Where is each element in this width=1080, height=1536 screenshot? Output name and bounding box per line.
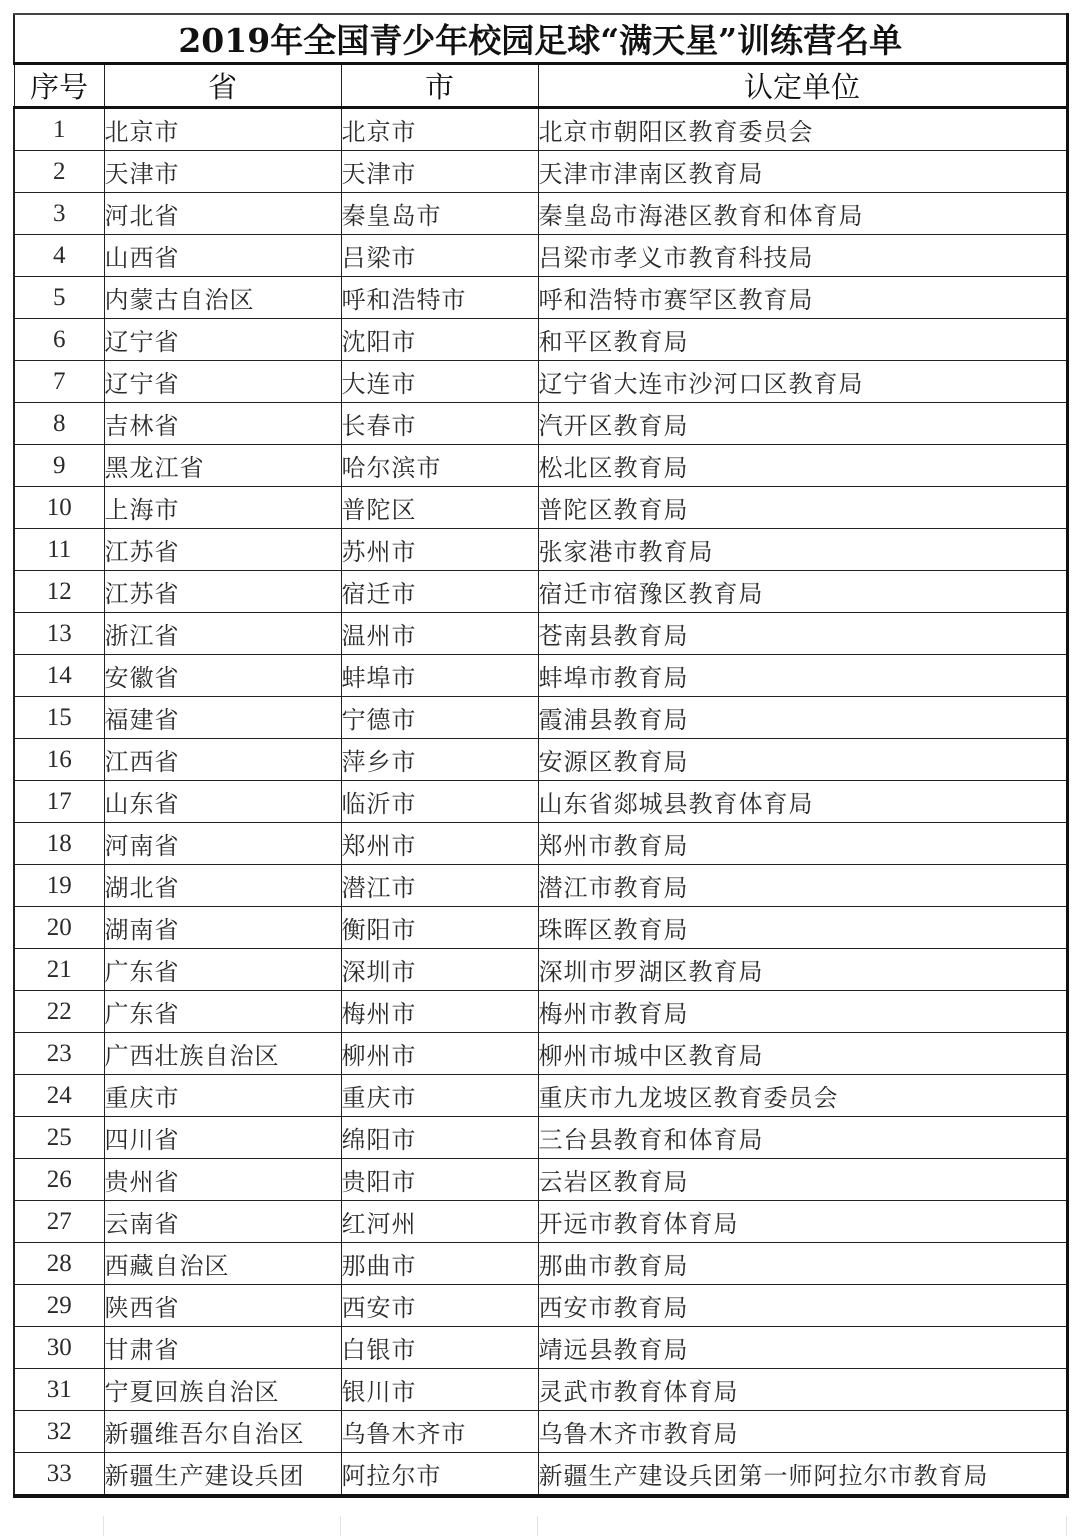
province-cell: 浙江省	[104, 613, 341, 655]
table-row	[14, 571, 1067, 613]
table-row	[14, 235, 1067, 277]
city-cell: 长春市	[341, 403, 538, 445]
unit-cell: 三台县教育和体育局	[538, 1117, 1067, 1159]
province-cell: 辽宁省	[104, 319, 341, 361]
row-index-cell: 18	[14, 823, 104, 865]
row-index-cell: 11	[14, 529, 104, 571]
unit-cell: 苍南县教育局	[538, 613, 1067, 655]
unit-cell: 郑州市教育局	[538, 823, 1067, 865]
row-index-cell: 31	[14, 1369, 104, 1411]
city-cell: 蚌埠市	[341, 655, 538, 697]
table-row	[14, 403, 1067, 445]
unit-cell: 呼和浩特市赛罕区教育局	[538, 277, 1067, 319]
unit-cell: 普陀区教育局	[538, 487, 1067, 529]
unit-cell: 西安市教育局	[538, 1285, 1067, 1327]
city-cell: 西安市	[341, 1285, 538, 1327]
row-index-cell: 13	[14, 613, 104, 655]
unit-cell: 汽开区教育局	[538, 403, 1067, 445]
city-cell: 临沂市	[341, 781, 538, 823]
province-cell: 湖南省	[104, 907, 341, 949]
row-index-cell: 22	[14, 991, 104, 1033]
province-cell: 安徽省	[104, 655, 341, 697]
unit-cell: 北京市朝阳区教育委员会	[538, 108, 1067, 151]
province-cell: 广东省	[104, 949, 341, 991]
row-index-cell: 15	[14, 697, 104, 739]
province-cell: 云南省	[104, 1201, 341, 1243]
unit-cell: 蚌埠市教育局	[538, 655, 1067, 697]
city-cell: 萍乡市	[341, 739, 538, 781]
province-cell: 上海市	[104, 487, 341, 529]
province-cell: 重庆市	[104, 1075, 341, 1117]
province-cell: 四川省	[104, 1117, 341, 1159]
unit-cell: 梅州市教育局	[538, 991, 1067, 1033]
province-cell: 福建省	[104, 697, 341, 739]
city-cell: 呼和浩特市	[341, 277, 538, 319]
row-index-cell: 33	[14, 1453, 104, 1497]
row-index-cell: 27	[14, 1201, 104, 1243]
province-cell: 内蒙古自治区	[104, 277, 341, 319]
province-cell: 河南省	[104, 823, 341, 865]
unit-cell: 张家港市教育局	[538, 529, 1067, 571]
province-cell: 河北省	[104, 193, 341, 235]
row-index-cell: 14	[14, 655, 104, 697]
province-cell: 辽宁省	[104, 361, 341, 403]
row-index-cell: 3	[14, 193, 104, 235]
row-index-cell: 26	[14, 1159, 104, 1201]
table-row	[14, 949, 1067, 991]
unit-cell: 安源区教育局	[538, 739, 1067, 781]
document-title: 2019年全国青少年校园足球“满天星”训练营名单	[14, 14, 1067, 64]
unit-cell: 重庆市九龙坡区教育委员会	[538, 1075, 1067, 1117]
row-index-cell: 17	[14, 781, 104, 823]
city-cell: 普陀区	[341, 487, 538, 529]
table-row	[14, 1411, 1067, 1453]
table-row	[14, 108, 1067, 151]
unit-cell: 潜江市教育局	[538, 865, 1067, 907]
roster-table	[13, 13, 1069, 1498]
column-header-city: 市	[341, 64, 538, 108]
table-row	[14, 1285, 1067, 1327]
city-cell: 天津市	[341, 151, 538, 193]
table-row	[14, 697, 1067, 739]
header-row	[14, 64, 1067, 108]
row-index-cell: 28	[14, 1243, 104, 1285]
city-cell: 深圳市	[341, 949, 538, 991]
unit-cell: 开远市教育体育局	[538, 1201, 1067, 1243]
city-cell: 红河州	[341, 1201, 538, 1243]
city-cell: 宿迁市	[341, 571, 538, 613]
table-row	[14, 1117, 1067, 1159]
table-row	[14, 865, 1067, 907]
province-cell: 山东省	[104, 781, 341, 823]
city-cell: 宁德市	[341, 697, 538, 739]
city-cell: 阿拉尔市	[341, 1453, 538, 1497]
city-cell: 那曲市	[341, 1243, 538, 1285]
row-index-cell: 4	[14, 235, 104, 277]
city-cell: 北京市	[341, 108, 538, 151]
table-row	[14, 1075, 1067, 1117]
table-row	[14, 361, 1067, 403]
table-row	[14, 823, 1067, 865]
province-cell: 新疆生产建设兵团	[104, 1453, 341, 1497]
unit-cell: 深圳市罗湖区教育局	[538, 949, 1067, 991]
city-cell: 郑州市	[341, 823, 538, 865]
city-cell: 乌鲁木齐市	[341, 1411, 538, 1453]
column-header-province: 省	[104, 64, 341, 108]
unit-cell: 天津市津南区教育局	[538, 151, 1067, 193]
unit-cell: 宿迁市宿豫区教育局	[538, 571, 1067, 613]
province-cell: 江苏省	[104, 571, 341, 613]
table-row	[14, 907, 1067, 949]
unit-cell: 云岩区教育局	[538, 1159, 1067, 1201]
title-row	[14, 14, 1067, 64]
row-index-cell: 19	[14, 865, 104, 907]
row-index-cell: 2	[14, 151, 104, 193]
province-cell: 江西省	[104, 739, 341, 781]
row-index-cell: 5	[14, 277, 104, 319]
table-row	[14, 1453, 1067, 1497]
table-row	[14, 739, 1067, 781]
table-row	[14, 655, 1067, 697]
city-cell: 潜江市	[341, 865, 538, 907]
roster-body	[14, 108, 1067, 1497]
row-index-cell: 6	[14, 319, 104, 361]
unit-cell: 柳州市城中区教育局	[538, 1033, 1067, 1075]
row-index-cell: 12	[14, 571, 104, 613]
table-row	[14, 1033, 1067, 1075]
row-index-cell: 24	[14, 1075, 104, 1117]
unit-cell: 霞浦县教育局	[538, 697, 1067, 739]
table-row	[14, 487, 1067, 529]
city-cell: 银川市	[341, 1369, 538, 1411]
unit-cell: 灵武市教育体育局	[538, 1369, 1067, 1411]
city-cell: 贵阳市	[341, 1159, 538, 1201]
unit-cell: 乌鲁木齐市教育局	[538, 1411, 1067, 1453]
province-cell: 天津市	[104, 151, 341, 193]
unit-cell: 辽宁省大连市沙河口区教育局	[538, 361, 1067, 403]
city-cell: 绵阳市	[341, 1117, 538, 1159]
city-cell: 吕梁市	[341, 235, 538, 277]
province-cell: 陕西省	[104, 1285, 341, 1327]
row-index-cell: 20	[14, 907, 104, 949]
province-cell: 黑龙江省	[104, 445, 341, 487]
table-row	[14, 1327, 1067, 1369]
city-cell: 哈尔滨市	[341, 445, 538, 487]
province-cell: 湖北省	[104, 865, 341, 907]
table-row	[14, 613, 1067, 655]
table-row	[14, 277, 1067, 319]
table-row	[14, 1201, 1067, 1243]
table-row	[14, 151, 1067, 193]
row-index-cell: 10	[14, 487, 104, 529]
table-row	[14, 1243, 1067, 1285]
unit-cell: 松北区教育局	[538, 445, 1067, 487]
province-cell: 吉林省	[104, 403, 341, 445]
row-index-cell: 7	[14, 361, 104, 403]
table-row	[14, 319, 1067, 361]
table-row	[14, 445, 1067, 487]
row-index-cell: 9	[14, 445, 104, 487]
table-row	[14, 781, 1067, 823]
table-row	[14, 193, 1067, 235]
province-cell: 广东省	[104, 991, 341, 1033]
roster-sheet	[13, 13, 1066, 1498]
row-index-cell: 29	[14, 1285, 104, 1327]
unit-cell: 那曲市教育局	[538, 1243, 1067, 1285]
table-row	[14, 991, 1067, 1033]
row-index-cell: 1	[14, 108, 104, 151]
unit-cell: 新疆生产建设兵团第一师阿拉尔市教育局	[538, 1453, 1067, 1497]
province-cell: 贵州省	[104, 1159, 341, 1201]
table-row	[14, 529, 1067, 571]
table-row	[14, 1369, 1067, 1411]
unit-cell: 和平区教育局	[538, 319, 1067, 361]
city-cell: 重庆市	[341, 1075, 538, 1117]
row-index-cell: 21	[14, 949, 104, 991]
table-row	[14, 1159, 1067, 1201]
unit-cell: 珠晖区教育局	[538, 907, 1067, 949]
unit-cell: 靖远县教育局	[538, 1327, 1067, 1369]
city-cell: 沈阳市	[341, 319, 538, 361]
row-index-cell: 8	[14, 403, 104, 445]
city-cell: 梅州市	[341, 991, 538, 1033]
row-index-cell: 32	[14, 1411, 104, 1453]
city-cell: 白银市	[341, 1327, 538, 1369]
unit-cell: 山东省郯城县教育体育局	[538, 781, 1067, 823]
province-cell: 江苏省	[104, 529, 341, 571]
unit-cell: 吕梁市孝义市教育科技局	[538, 235, 1067, 277]
unit-cell: 秦皇岛市海港区教育和体育局	[538, 193, 1067, 235]
row-index-cell: 23	[14, 1033, 104, 1075]
province-cell: 新疆维吾尔自治区	[104, 1411, 341, 1453]
column-header-unit: 认定单位	[538, 64, 1067, 108]
city-cell: 秦皇岛市	[341, 193, 538, 235]
city-cell: 衡阳市	[341, 907, 538, 949]
row-index-cell: 25	[14, 1117, 104, 1159]
row-index-cell: 16	[14, 739, 104, 781]
faint-grid-lines	[13, 1516, 1066, 1536]
row-index-cell: 30	[14, 1327, 104, 1369]
province-cell: 宁夏回族自治区	[104, 1369, 341, 1411]
city-cell: 温州市	[341, 613, 538, 655]
city-cell: 柳州市	[341, 1033, 538, 1075]
province-cell: 西藏自治区	[104, 1243, 341, 1285]
city-cell: 大连市	[341, 361, 538, 403]
column-header-index: 序号	[14, 64, 104, 108]
province-cell: 北京市	[104, 108, 341, 151]
province-cell: 山西省	[104, 235, 341, 277]
province-cell: 广西壮族自治区	[104, 1033, 341, 1075]
city-cell: 苏州市	[341, 529, 538, 571]
province-cell: 甘肃省	[104, 1327, 341, 1369]
